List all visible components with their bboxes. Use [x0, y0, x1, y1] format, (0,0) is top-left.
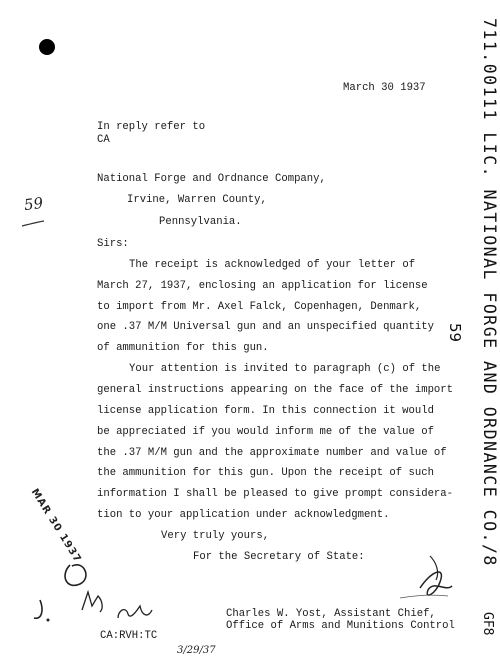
margin-note: 59: [22, 193, 45, 215]
refer-label: In reply refer to: [97, 121, 206, 133]
body-line: one .37 M/M Universal gun and an unspecified quantity: [97, 321, 434, 333]
body-line: of ammunition for this gun.: [97, 342, 269, 354]
body-line: to import from Mr. Axel Falck, Copenhagen, Denmark,: [97, 301, 422, 313]
body-line: March 27, 1937, enclosing an application for license: [97, 280, 428, 292]
body-line: general instructions appearing on the face of the import: [97, 384, 454, 396]
addressee-line-3: Pennsylvania.: [159, 216, 242, 228]
body-line: the ammunition for this gun. Upon the receipt of such: [97, 467, 434, 479]
file-suffix: GF8: [480, 612, 495, 636]
body-line: Your attention is invited to paragraph (c) of the: [129, 363, 441, 375]
addressee-line-2: Irvine, Warren County,: [127, 194, 267, 206]
refer-code: CA: [97, 134, 110, 146]
body-line: tion to your application under acknowledgment.: [97, 509, 390, 521]
salutation: Sirs:: [97, 238, 129, 250]
body-line: the .37 M/M gun and the approximate number and value of: [97, 447, 447, 459]
body-line: The receipt is acknowledged of your letter of: [129, 259, 416, 271]
letter-date: March 30 1937: [343, 82, 426, 94]
typist-initials: CA:RVH:TC: [100, 630, 158, 642]
body-line: license application form. In this connection it would: [97, 405, 434, 417]
closing-line: For the Secretary of State:: [193, 551, 365, 563]
signatory-title: Office of Arms and Munitions Control: [226, 620, 455, 632]
body-line: information I shall be pleased to give prompt considera-: [97, 488, 454, 500]
signatory-name: Charles W. Yost, Assistant Chief,: [226, 608, 436, 620]
received-stamp: MAR 30 1937: [28, 487, 84, 566]
file-number: 711.00111 LIC. NATIONAL FORGE AND ORDNANCE CO./8: [480, 18, 499, 567]
draft-date: 3/29/37: [177, 645, 216, 656]
page-number: 59: [446, 323, 464, 343]
closing-line: Very truly yours,: [161, 530, 270, 542]
addressee-line-1: National Forge and Ordnance Company,: [97, 173, 326, 185]
body-line: be appreciated if you would inform me of the value of: [97, 426, 434, 438]
